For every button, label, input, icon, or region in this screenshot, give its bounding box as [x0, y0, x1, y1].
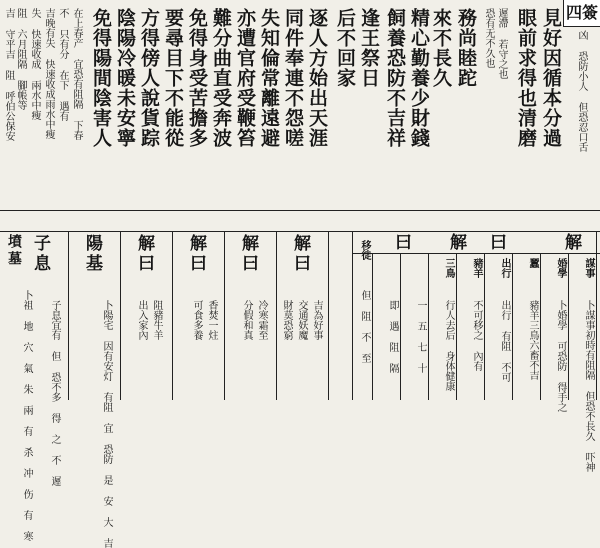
- poem-line: 眼前求得也清磨: [515, 8, 537, 148]
- section-body: 卜陽宅 因有安灯 有阻 宜 恐防 是 安 大 吉: [101, 300, 112, 548]
- row-label: 豬羊: [471, 258, 482, 278]
- row-label: 蠶: [527, 258, 538, 268]
- jie-yue-header: 解曰: [134, 234, 154, 274]
- section-body: 阻豬牛羊: [151, 300, 162, 340]
- jie-yue-header: 陽基: [82, 234, 102, 274]
- poem-line: 失知倫常離遠避: [258, 8, 280, 148]
- section-body: 卜謀事初時有阻隔 但恐不長久 吓神: [583, 300, 594, 472]
- subheader-divider: [352, 253, 600, 254]
- header-jie: 解: [565, 233, 585, 253]
- poem-line: 同件奉連不怨嗟: [282, 8, 304, 148]
- note-column: 在上春产 宜恐有阻隔 下春: [71, 8, 82, 140]
- section-body: 即 遇 阻 隔: [387, 300, 398, 373]
- poem-line: 亦遭官府受鞭笞: [234, 8, 256, 148]
- slip-number-label: 四簽: [563, 0, 600, 27]
- jie-yue-header: 解曰: [290, 234, 310, 274]
- section-body: 可食多養: [191, 300, 202, 340]
- poem-line: 飼養恐防不吉祥: [384, 8, 406, 148]
- row-label: 婚學: [555, 258, 566, 278]
- jie-yue-header: 子息: [30, 234, 50, 274]
- poem-line: 精心勤養少財錢: [408, 8, 430, 148]
- poem-line: 要尋目下不能從: [162, 8, 184, 148]
- row-label: 三鳥: [443, 258, 454, 278]
- poem-line: 后不回家: [334, 8, 356, 88]
- row-label: 謀事: [583, 258, 594, 278]
- poem-line: 免得陽間陰害人: [90, 8, 112, 148]
- note-column: 失 快速收成 兩水中瘦: [29, 8, 40, 120]
- row-label: 移徙: [359, 240, 370, 260]
- section-body: 吉為好事: [311, 300, 322, 340]
- note-column: 吉晚有失 快速收成雨水中瘦: [43, 8, 54, 139]
- section-body: 卜婚學 可恐防 得手之: [555, 300, 566, 412]
- section-body: 行人去后 身体健康: [443, 300, 454, 391]
- poem-line: 見好因循本分過: [540, 8, 562, 148]
- row-label: 出行: [499, 258, 510, 278]
- section-body: 出入家內: [136, 300, 147, 340]
- jie-yue-header: 解曰: [238, 234, 258, 274]
- section-divider: [0, 210, 600, 211]
- section-body: 卜祖 地 穴 氣 朱 兩 有 杀 冲 伤 有 寒: [21, 290, 32, 541]
- header-yue: 曰: [490, 233, 510, 253]
- section-body: 出行 有阻 不可: [499, 300, 510, 382]
- poem-line: 免得身受苦擔多: [186, 8, 208, 148]
- jie-yue-header: 解曰: [186, 234, 206, 274]
- note-column: 不 只有分 在下 遇有: [57, 8, 68, 121]
- section-body: 但 阻 不 至: [359, 290, 370, 363]
- note-column: 遲滯 若守之也: [496, 8, 507, 79]
- header-row-divider: [0, 231, 600, 232]
- note-column: 凶 恐防小人 但恐忍口舌: [576, 30, 587, 152]
- jie-yue-header: 墳墓: [6, 234, 22, 268]
- poem-line: 逐人方始出天涯: [306, 8, 328, 148]
- section-body: 交通妖魔: [296, 300, 307, 340]
- note-column: 恐有无不久也: [483, 8, 494, 68]
- poem-line: 難分曲直受奔波: [210, 8, 232, 148]
- section-body: 分假和真: [241, 300, 252, 340]
- section-body: 子息宜有 但 恐不多 得 之 不 遲: [49, 300, 60, 486]
- section-body: 豬羊三鳥六畜不吉: [527, 300, 538, 380]
- note-column: 阻 六月阻隔 腳帳等: [15, 8, 26, 110]
- poem-line: 方得傍人說貨踪: [138, 8, 160, 148]
- poem-line: 陰陽冷暖未安寧: [114, 8, 136, 148]
- poem-line: 務尚睦跎: [455, 8, 477, 88]
- section-body: 冷寒霜至: [256, 300, 267, 340]
- poem-line: 逢王祭日: [358, 8, 380, 88]
- note-column: 吉 守平吉 阻 呼伯公保安: [3, 8, 14, 141]
- poem-line: 來不長久: [430, 8, 452, 88]
- header-jie: 解: [450, 233, 470, 253]
- header-yue: 曰: [395, 233, 415, 253]
- section-body: 一 五 七 十: [415, 300, 426, 373]
- section-body: 香焚一炷: [206, 300, 217, 340]
- section-body: 財莫恐窮: [281, 300, 292, 340]
- section-body: 不可移之 內有: [471, 300, 482, 371]
